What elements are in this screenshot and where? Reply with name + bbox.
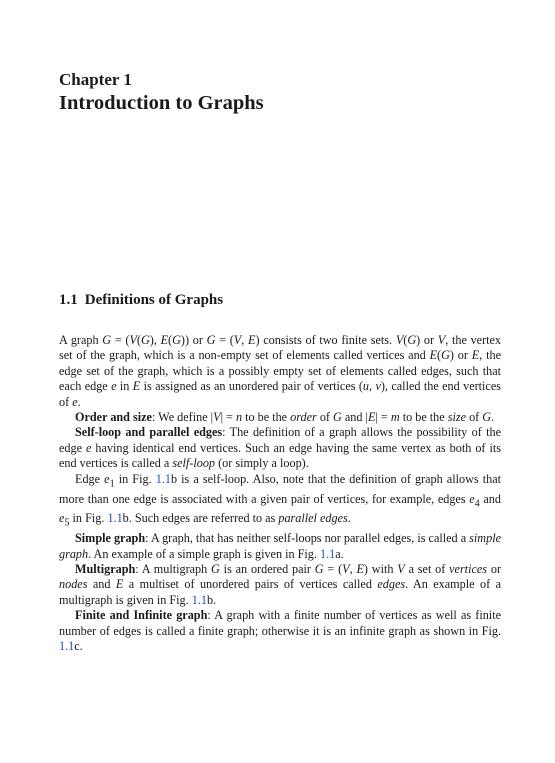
paragraph-multigraph: Multigraph: A multigraph G is an ordered pair G = (V, E) with V a set of vertices or nodes and E a multiset of unordered pairs of vertices called edges. An example of a multigraph is given in Fig. 1.1b. (59, 562, 502, 607)
section-heading (59, 292, 223, 309)
paragraph-finite-infinite: Finite and Infinite graph: A graph with a finite number of vertices as well as finite number of edges is called a finite graph; otherwise it is an infinite graph as shown in Fig. 1.1c. (59, 608, 501, 654)
chapter-label: Chapter 1 (59, 70, 132, 89)
term-multigraph: Multigraph (75, 562, 136, 576)
term-self-loop: Self-loop and parallel edges (75, 425, 223, 440)
term-order-size: Order and size (75, 410, 152, 425)
figure-link[interactable]: 1.1 (191, 592, 207, 607)
term-simple-graph: Simple graph (75, 531, 146, 546)
paragraph-intro: A graph G = (V(G), E(G)) or G = (V, E) consists of two finite sets. V(G) or V, the vertex set of the graph, which is a non-empty set of elements called vertices and E(G) or E, the edge set of the graph, which is a possibly empty set of elements called edges, such that each edge e in E is assigned as an unordered pair of vertices (u, v), called the end vertices of e. (59, 333, 502, 409)
figure-link[interactable]: 1.1 (107, 511, 123, 526)
paragraph-self-loop: Self-loop and parallel edges: The definition of a graph allows the possibility of the edge e having identical end vertices. Such an edge having the same vertex as both of its end vertices is called a self-loop (or simply a loop). (59, 425, 502, 471)
paragraph-order-size: Order and size: We define |V| = n to be the order of G and |E| = m to be the size of G. (75, 410, 495, 425)
body-text (59, 333, 501, 654)
term-finite-infinite: Finite and Infinite graph (75, 608, 208, 623)
paragraph-edge-example: Edge $e_1$ in Fig. 1.1b is a self-loop. Also, note that the definition of graph allows that more than one edge is associated with a given pair of vertices, for example, edges $e_4$ and $e_5$ in Fig. 1.1b. Such edges are referred to as parallel edges. (59, 471, 501, 529)
paragraph-simple-graph: Simple graph: A graph, that has neither self-loops nor parallel edges, is called a simple graph. An example of a simple graph is given in Fig. 1.1a. (59, 531, 501, 561)
section-number: 1.1 (59, 292, 78, 308)
chapter-title: Introduction to Graphs (59, 92, 264, 114)
section-title: Definitions of Graphs (84, 292, 224, 308)
figure-link[interactable]: 1.1 (320, 546, 336, 561)
figure-link[interactable]: 1.1 (59, 639, 75, 654)
figure-link[interactable]: 1.1 (155, 471, 171, 486)
